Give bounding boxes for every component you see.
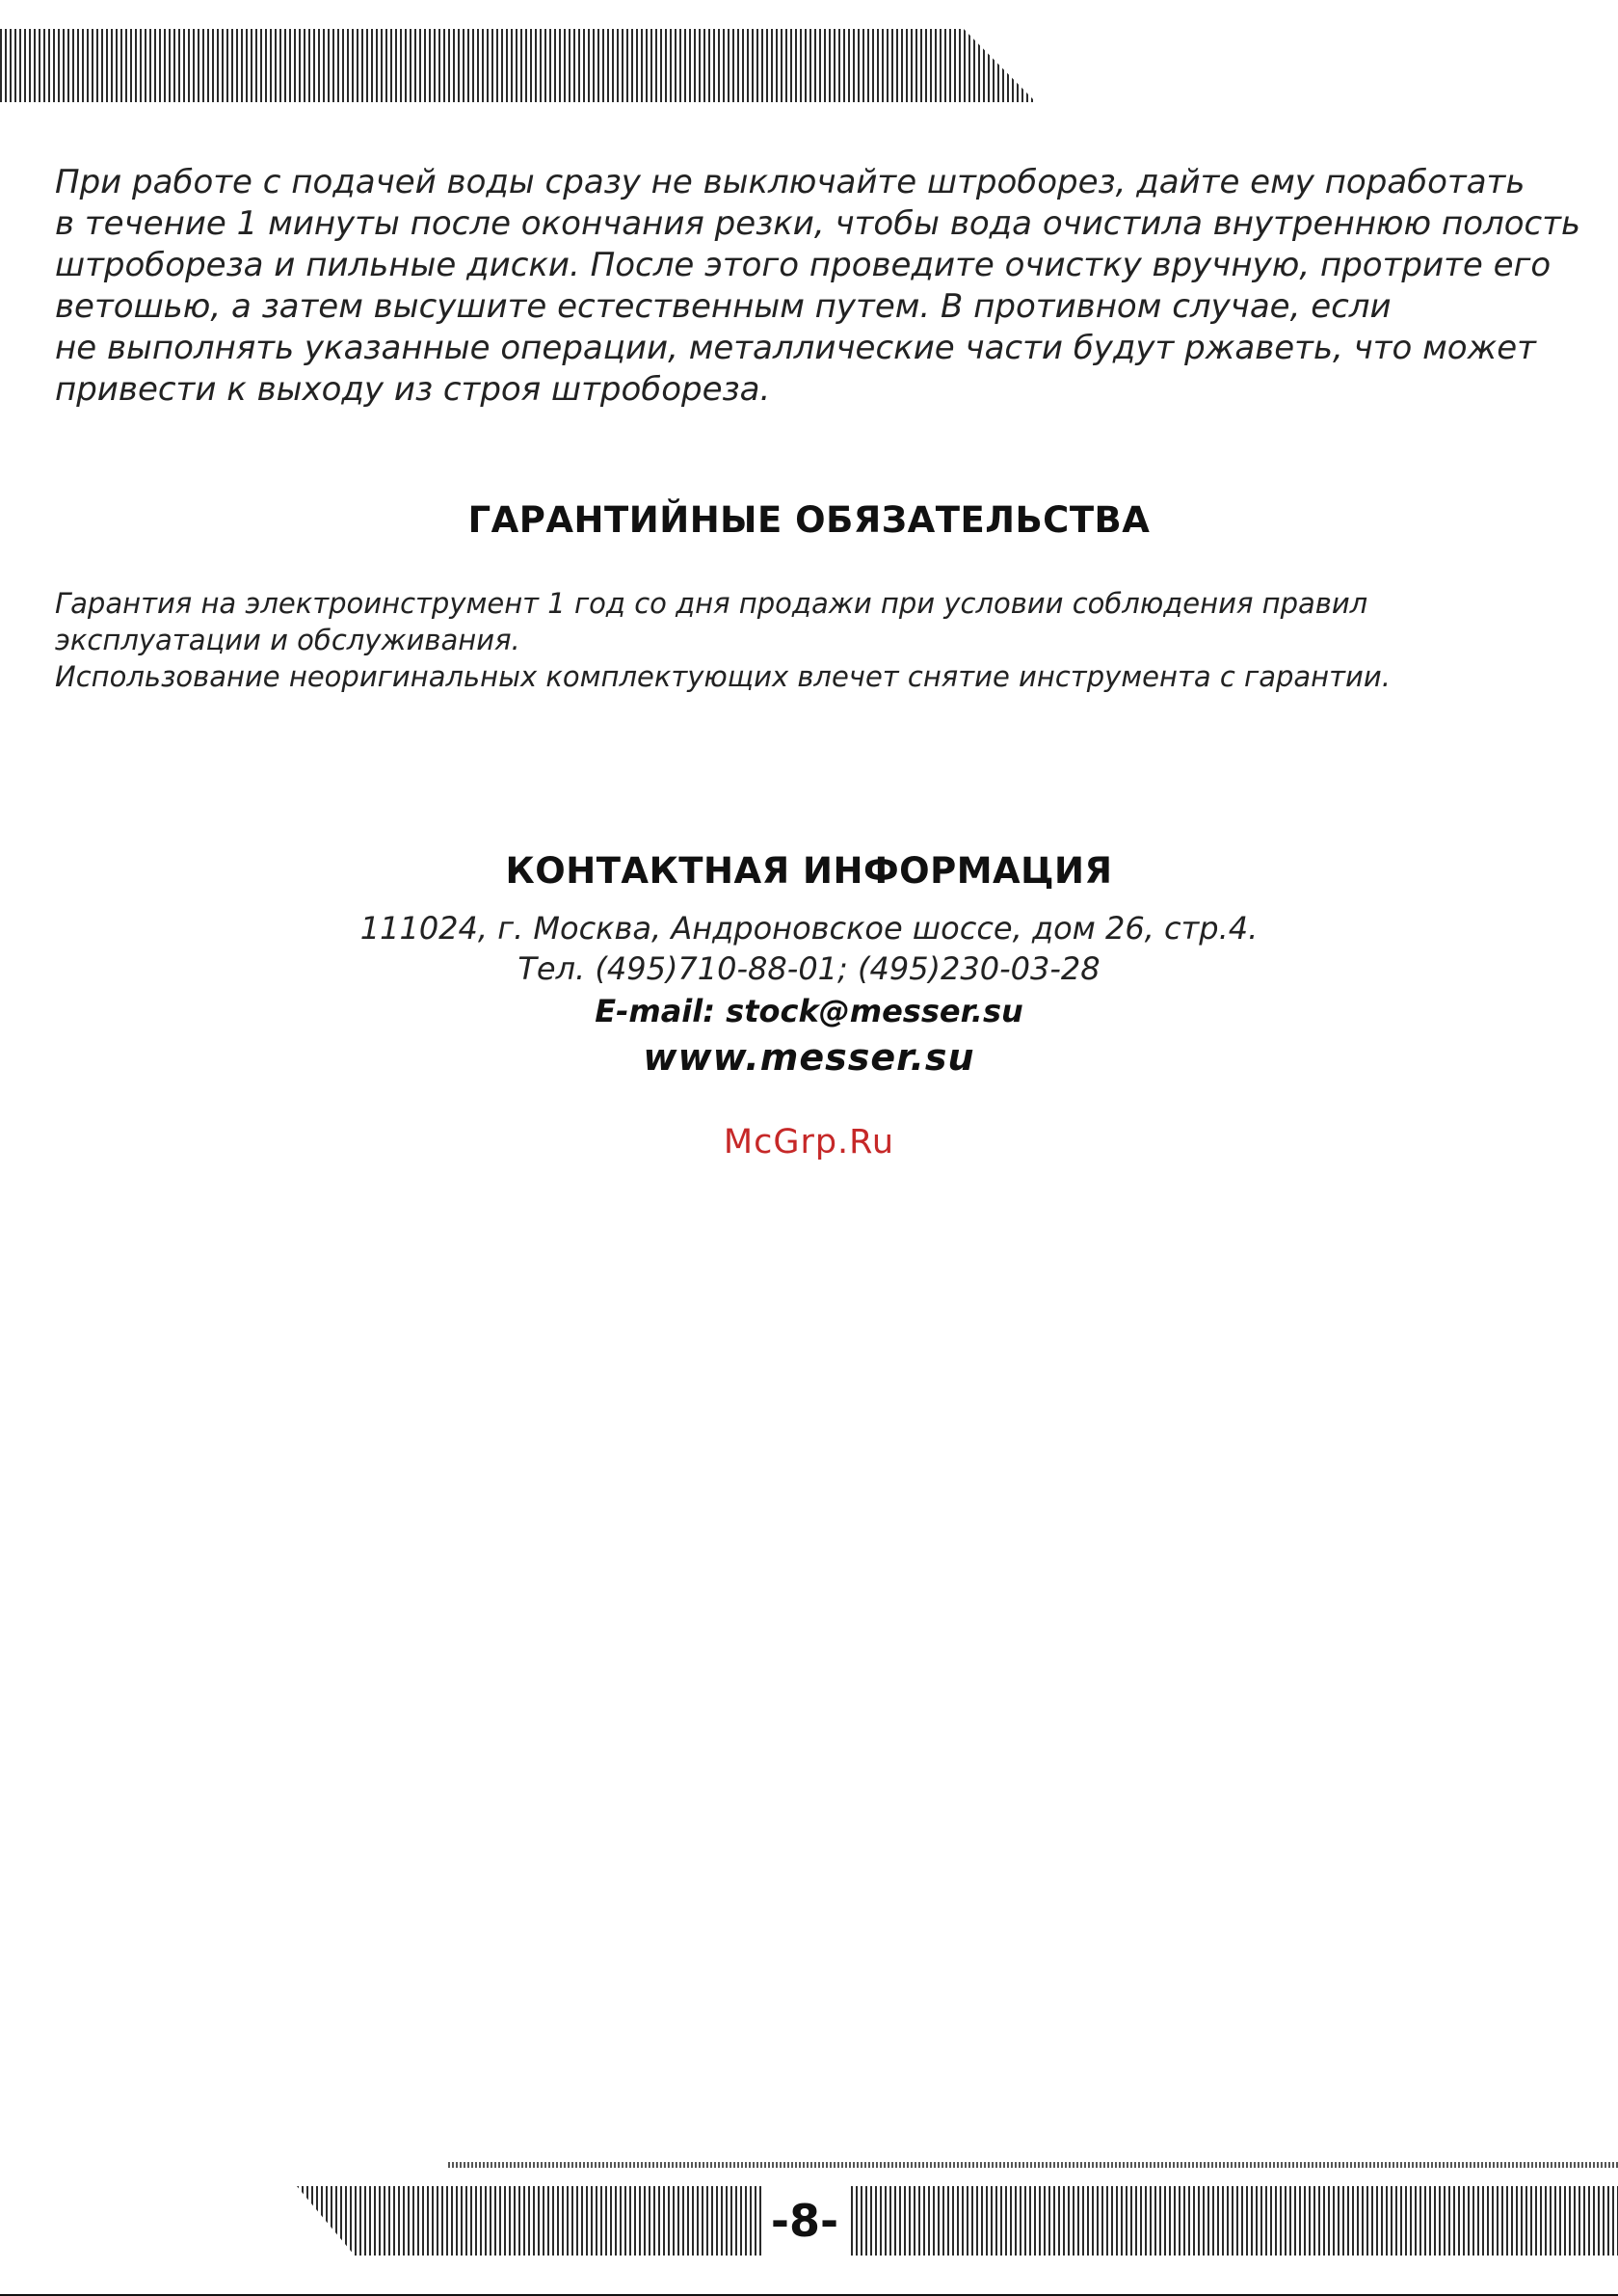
paragraph-line: ветошью, а затем высушите естественным путем. В противном случае, если <box>55 287 1392 326</box>
footer-stripe-band <box>297 2186 1618 2256</box>
warranty-text <box>55 585 1558 695</box>
page-number: -8- <box>761 2186 848 2256</box>
watermark-text: McGrp.Ru <box>723 1123 895 1161</box>
contact-address: 111024, г. Москва, Андроновское шоссе, дом 26, стр.4. <box>359 910 1259 947</box>
paragraph-line: штробореза и пильные диски. После этого проведите очистку вручную, протрите его <box>55 246 1552 284</box>
contact-heading: КОНТАКТНАЯ ИНФОРМАЦИЯ <box>505 850 1113 892</box>
header-stripe-band <box>0 29 1036 102</box>
paragraph-line: привести к выходу из строя штробореза. <box>55 370 771 409</box>
contact-phone: Тел. (495)710-88-01; (495)230-03-28 <box>517 950 1101 987</box>
warranty-heading: ГАРАНТИЙНЫЕ ОБЯЗАТЕЛЬСТВА <box>467 499 1151 541</box>
warranty-line: Использование неоригинальных комплектующих влечет снятие инструмента с гарантии. <box>55 660 1391 693</box>
paragraph-line: в течение 1 минуты после окончания резки, чтобы вода очистила внутреннюю полость <box>55 204 1581 243</box>
paragraph-line: При работе с подачей воды сразу не выключайте штроборез, дайте ему поработать <box>55 163 1525 201</box>
paragraph-line: не выполнять указанные операции, металлические части будут ржаветь, что может <box>55 329 1536 367</box>
contact-website[interactable]: www.messer.su <box>643 1036 975 1079</box>
warranty-line: Гарантия на электроинструмент 1 год со дня продажи при условии соблюдения правил <box>55 587 1368 620</box>
footer-dotted-divider <box>448 2162 1618 2168</box>
body-paragraph <box>55 162 1581 411</box>
contact-email[interactable]: E-mail: stock@messer.su <box>595 993 1023 1029</box>
warranty-line: эксплуатации и обслуживания. <box>55 624 520 656</box>
